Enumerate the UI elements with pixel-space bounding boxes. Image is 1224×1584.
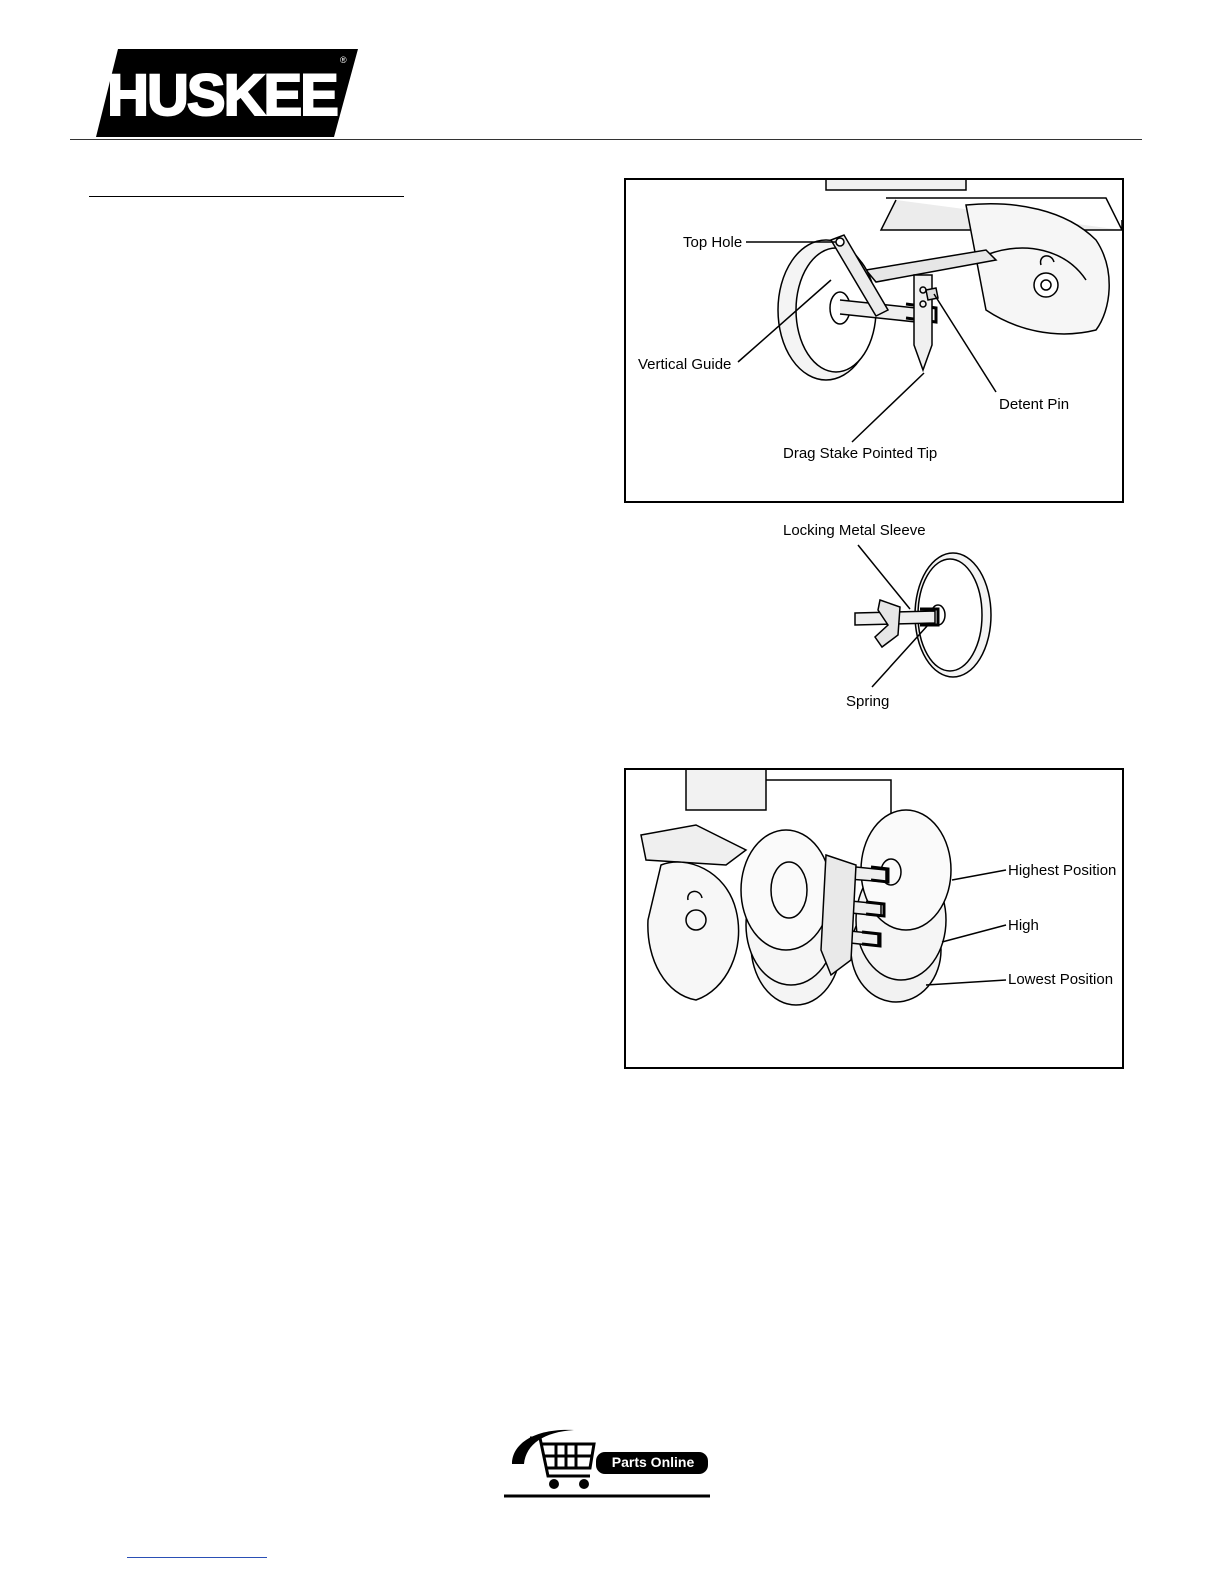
label-vertical-guide: Vertical Guide [638, 356, 732, 373]
label-top-hole: Top Hole [683, 234, 743, 251]
parts-online-badge[interactable] [504, 1424, 710, 1500]
svg-text:®: ® [340, 55, 347, 65]
label-spring: Spring [846, 693, 890, 710]
footer-link-underline[interactable] [127, 1557, 267, 1558]
label-lowest-position: Lowest Position [1008, 971, 1114, 988]
svg-text:HUSKEE: HUSKEE [107, 63, 337, 128]
wheel-positions-illustration [626, 770, 1122, 1067]
drag-stake-illustration [626, 180, 1122, 501]
label-locking-sleeve: Locking Metal Sleeve [783, 522, 926, 539]
label-detent-pin: Detent Pin [999, 396, 1070, 413]
wheel-sleeve-illustration [760, 515, 1020, 715]
brand-logo [88, 47, 360, 139]
header-rule [70, 139, 1142, 140]
parts-online-label: Parts Online [611, 1454, 695, 1470]
label-drag-stake-tip: Drag Stake Pointed Tip [783, 445, 938, 462]
figure-wheel-positions [624, 768, 1124, 1069]
label-highest-position: Highest Position [1008, 862, 1117, 879]
section-heading-rule [89, 196, 404, 197]
label-high: High [1008, 917, 1039, 934]
figure-drag-stake [624, 178, 1124, 503]
